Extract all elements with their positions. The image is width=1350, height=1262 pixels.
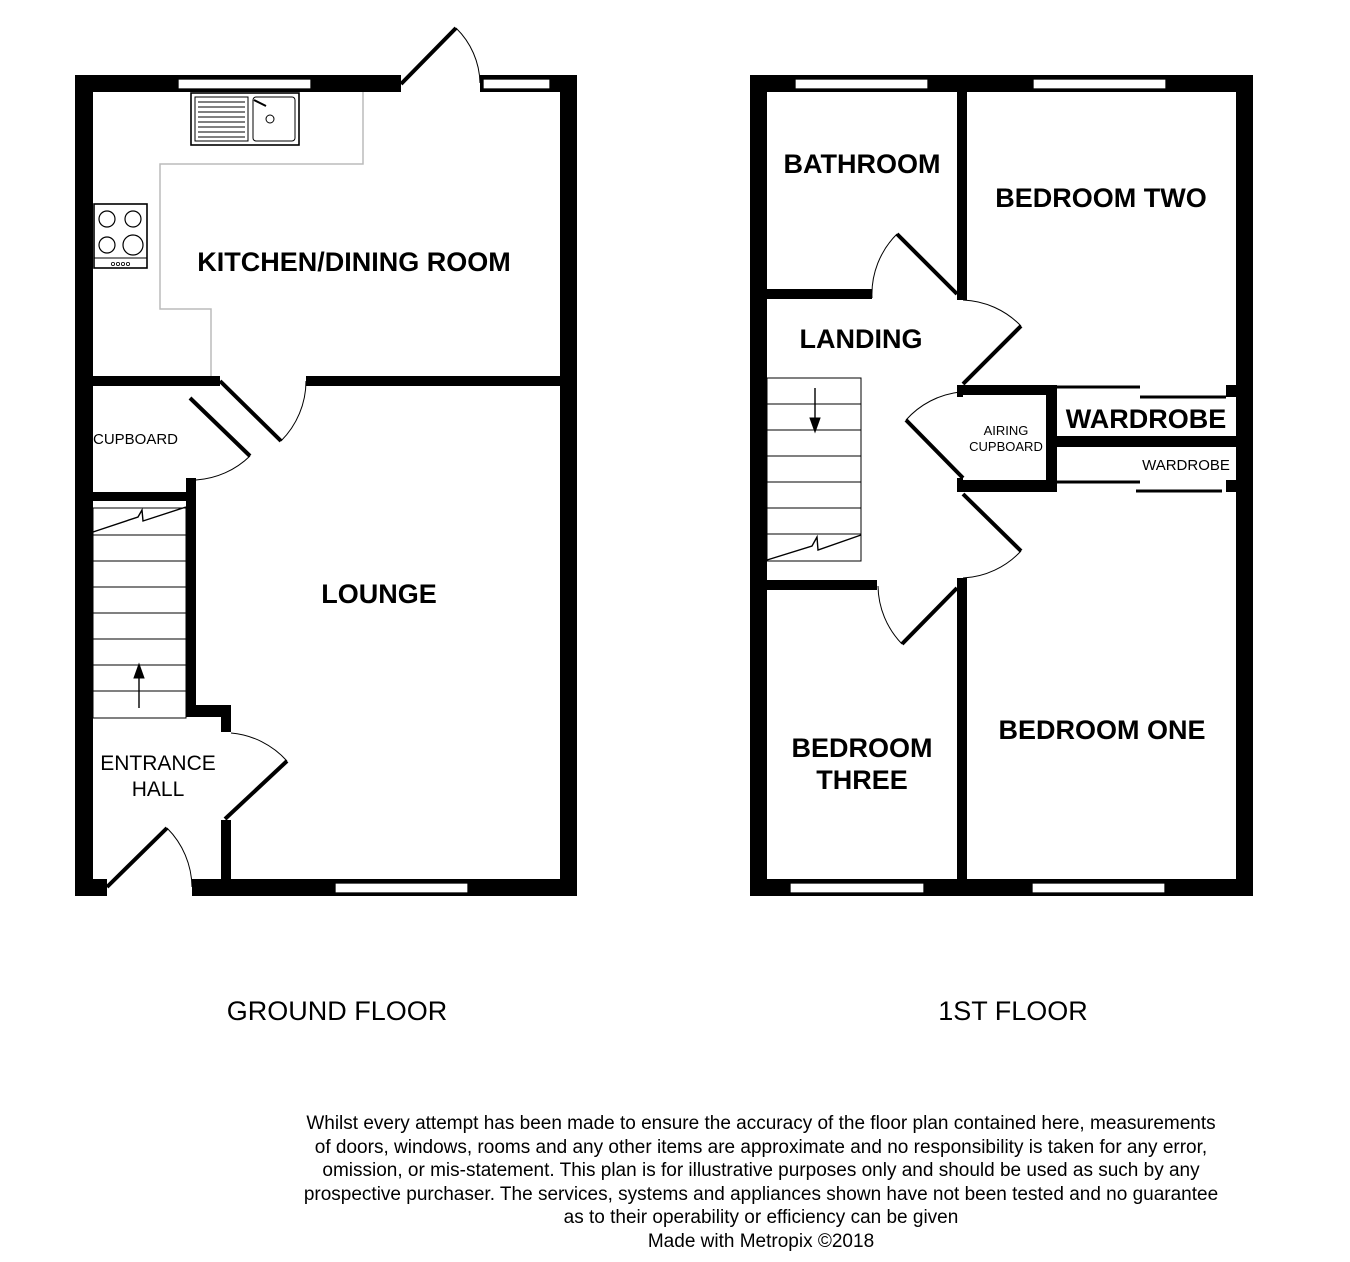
ground-floor-plan [75,28,577,1026]
ground-floor-stairs [93,507,186,718]
wardrobe-small-label: WARDROBE [1142,457,1230,474]
metropix-credit: Made with Metropix ©2018 [647,1230,875,1252]
wardrobe-large-label: WARDROBE [1065,404,1227,434]
disclaimer-text [250,1112,1272,1253]
airing-cupboard-label-line1: AIRING [983,423,1029,438]
cupboard-label: CUPBOARD [93,431,179,448]
entrance-hall-label-line2: HALL [131,778,185,801]
first-floor-title: 1ST FLOOR [938,996,1088,1026]
bedroom-two-label: BEDROOM TWO [995,183,1207,213]
ground-floor-windows [178,79,550,893]
kitchen-dining-label: KITCHEN/DINING ROOM [197,247,511,277]
disclaimer-line: Whilst every attempt has been made to ensure the accuracy of the floor plan contained here, measurements [306,1113,1216,1134]
first-floor-stairs [767,378,861,561]
bathroom-label: BATHROOM [783,149,941,179]
ground-floor-title: GROUND FLOOR [226,996,448,1026]
first-floor-plan [750,75,1253,1026]
bedroom-three-label-line1: BEDROOM [791,733,933,763]
hob-icon [94,204,147,268]
sink-icon [191,93,299,145]
bedroom-one-label: BEDROOM ONE [998,715,1206,745]
disclaimer-line: as to their operability or efficiency can be given [563,1207,959,1228]
disclaimer-line: prospective purchaser. The services, systems and appliances shown have not been tested and no guarantee [303,1183,1219,1205]
disclaimer-line: omission, or mis-statement. This plan is for illustrative purposes only and should be used as such by any [322,1160,1200,1181]
lounge-label: LOUNGE [321,579,437,609]
airing-cupboard-label-line2: CUPBOARD [969,439,1043,454]
entrance-hall-label-line1: ENTRANCE [100,752,216,775]
disclaimer-line: of doors, windows, rooms and any other items are approximate and no responsibility is taken for any error, [314,1136,1208,1158]
landing-label: LANDING [799,324,923,354]
bedroom-three-label-line2: THREE [816,765,908,795]
